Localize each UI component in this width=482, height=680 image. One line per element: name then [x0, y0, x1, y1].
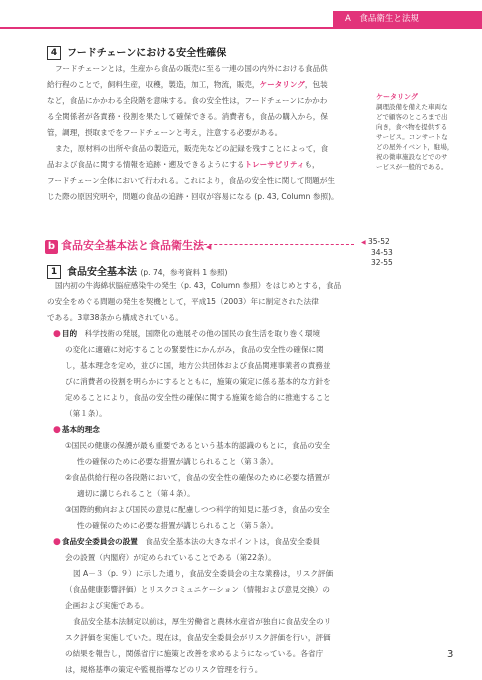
section-ref: (p. 74，参考資料 1 参照): [140, 268, 228, 277]
paragraph-line: る全関係者が各責務・役割を果たして確保できる。消費者も，食品の購入から，保: [47, 112, 328, 121]
line-text: 給行程のことで，飼料生産，収穫，製造，加工，物流，販売，: [47, 80, 260, 89]
paragraph-line: フードチェーンとは，生産から食品の販売に至る一連の国の内外における食品供: [55, 64, 328, 73]
line-tail: ，包装: [304, 80, 328, 89]
paragraph-line: フードチェーン全体において行われる。これにより，食品の安全性に関して問題が生: [47, 176, 335, 185]
paragraph-line: の結果を報告し，関係省庁に施策と改善を求めるようになっている。各省庁: [65, 649, 324, 658]
triangle-icon: ◀: [361, 239, 366, 246]
purpose-head: 目的: [61, 329, 78, 338]
line-text: 食品安全基本法の大きなポイントは，食品安全委員: [145, 537, 321, 546]
traceability-term: トレーサビリティ: [244, 160, 305, 169]
line-tail: も，: [304, 160, 320, 169]
section-4-body: [47, 61, 363, 205]
section-b-heading: [45, 237, 211, 254]
sidenote: [376, 92, 476, 172]
paragraph-line: （食品健康影響評価）とリスクコミュニケーション（情報および意見交換）の: [65, 585, 331, 594]
sidenote-line: どで顧客のところまで出: [376, 113, 448, 121]
bullet-icon: ●: [53, 329, 61, 339]
paragraph-line: [47, 157, 363, 173]
paragraph-line: 食品安全基本法制定以前は，厚生労働省と農林水産省が独自に食品安全のリ: [73, 617, 332, 626]
exam-ref: 34-53: [371, 248, 393, 257]
section-b-badge: b: [45, 240, 58, 254]
section-1-heading: [47, 263, 227, 279]
section-title: フードチェーンにおける安全性確保: [67, 48, 227, 59]
principles-heading: [47, 422, 363, 438]
paragraph-line: [47, 77, 363, 93]
chapter-tab: [333, 11, 482, 28]
paragraph-line: 会の設置（内閣府）が定められていることである（第22条）。: [65, 553, 276, 562]
dotted-rule: [194, 244, 354, 245]
paragraph-line: 管，調理，摂取までをフードチェーンと考え，注意する必要がある。: [47, 128, 283, 137]
sidenote-line: 調理設備を備えた車両な: [376, 103, 448, 111]
committee-head: 食品安全委員会の設置: [61, 537, 138, 546]
sidenote-body: [376, 102, 476, 172]
exam-ref: [361, 237, 393, 248]
sidenote-line: ービスが一般的である。: [376, 163, 448, 171]
principle-line: 性の確保のために必要な措置が講じられること（第５条）。: [77, 521, 279, 530]
paragraph-line: など，食品にかかわる全段階を意味する。食の安全性は，フードチェーンにかかわ: [47, 96, 328, 105]
principle-line: 性の確保のために必要な措置が講じられること（第３条）。: [77, 457, 279, 466]
sidenote-title: ケータリング: [376, 93, 418, 101]
bullet-icon: ●: [53, 537, 61, 547]
paragraph-line: 定めることにより，食品の安全性の確保に関する施策を総合的に推進すること: [65, 393, 331, 402]
paragraph-line: びに消費者の役割を明らかにするとともに，施策の策定に係る基本的な方針を: [65, 377, 331, 386]
paragraph-line: である。3章38条から構成されている。: [47, 313, 183, 322]
paragraph-line: 国内初の牛海綿状脳症感染牛の発生（p. 43，Column 参照）をはじめとする，食品: [55, 281, 342, 290]
paragraph-line: 企画および実施である。: [65, 601, 149, 610]
header-rule: [0, 27, 482, 29]
principle-line: ①国民の健康の保護が最も重要であるという基本的認識のもとに，食品の安全: [65, 441, 330, 450]
paragraph-line: 図 A－３（p. ９）に示した通り，食品安全委員会の主な業務は，リスク評価: [73, 569, 334, 578]
paragraph-line: し，基本理念を定め，並びに国，地方公共団体および食品関連事業者の責務並: [65, 361, 331, 370]
paragraph-line: の変化に適確に対応することの緊要性にかんがみ，食品の安全性の確保に関: [65, 345, 324, 354]
arrow-left-icon: ◀: [206, 243, 212, 251]
principle-line: 適切に講じられること（第４条）。: [77, 489, 195, 498]
section-title: 食品安全基本法: [67, 267, 137, 278]
paragraph-line: また，原材料の出所や食品の製造元，販売先などの記録を残すことによって，食: [55, 144, 329, 153]
paragraph-line: スク評価を実施していた。現在は，食品安全委員会がリスク評価を行い，評価: [65, 633, 331, 642]
paragraph-line: の安全をめぐる問題の発生を契機として，平成15（2003）年に制定された法律: [47, 297, 319, 306]
line-text: 科学技術の発展，国際化の進展その他の国民の食生活を取り巻く環境: [84, 329, 321, 338]
catering-term: ケータリング: [259, 80, 305, 89]
sidenote-line: 向き，食べ物を提供する: [376, 123, 448, 131]
section-b-title: 食品安全基本法と食品衛生法: [61, 239, 204, 252]
paragraph-line: じた際の原因究明や，問題の食品の追跡・回収が容易になる (p. 43, Column 参照)。: [47, 192, 339, 201]
paragraph-line: は，規格基準の策定や監視指導などのリスク管理を行う。: [65, 665, 263, 674]
page-number: 3: [447, 649, 454, 660]
paragraph-line: （第１条）。: [65, 409, 107, 418]
section-number: 1: [47, 265, 61, 279]
principle-line: ③国際的動向および国民の意見に配慮しつつ科学的知見に基づき，食品の安全: [65, 505, 330, 514]
exam-ref: 32-55: [371, 258, 393, 267]
section-number: 4: [47, 46, 61, 60]
section-4-heading: [47, 44, 226, 60]
bullet-icon: ●: [53, 425, 61, 435]
sidenote-line: どの屋外イベント，駐場，: [376, 143, 454, 151]
committee-line: [47, 534, 363, 550]
section-1-body: [47, 278, 363, 678]
purpose-line: [47, 326, 363, 342]
sidenote-line: サービス。コンサートな: [376, 133, 448, 141]
line-text: 品および食品に関する情報を追跡・遡及できるようにする: [47, 160, 245, 169]
principle-line: ②食品供給行程の各段階において，食品の安全性の確保のために必要な措置が: [65, 473, 330, 482]
chapter-tab-label: A 食品衛生と法規: [345, 14, 419, 24]
principles-head: 基本的理念: [61, 425, 100, 434]
sidenote-line: 祝の微車施設などでのサ: [376, 153, 448, 161]
exam-refs: [361, 237, 393, 268]
exam-ref-text: 35-52: [368, 237, 390, 246]
